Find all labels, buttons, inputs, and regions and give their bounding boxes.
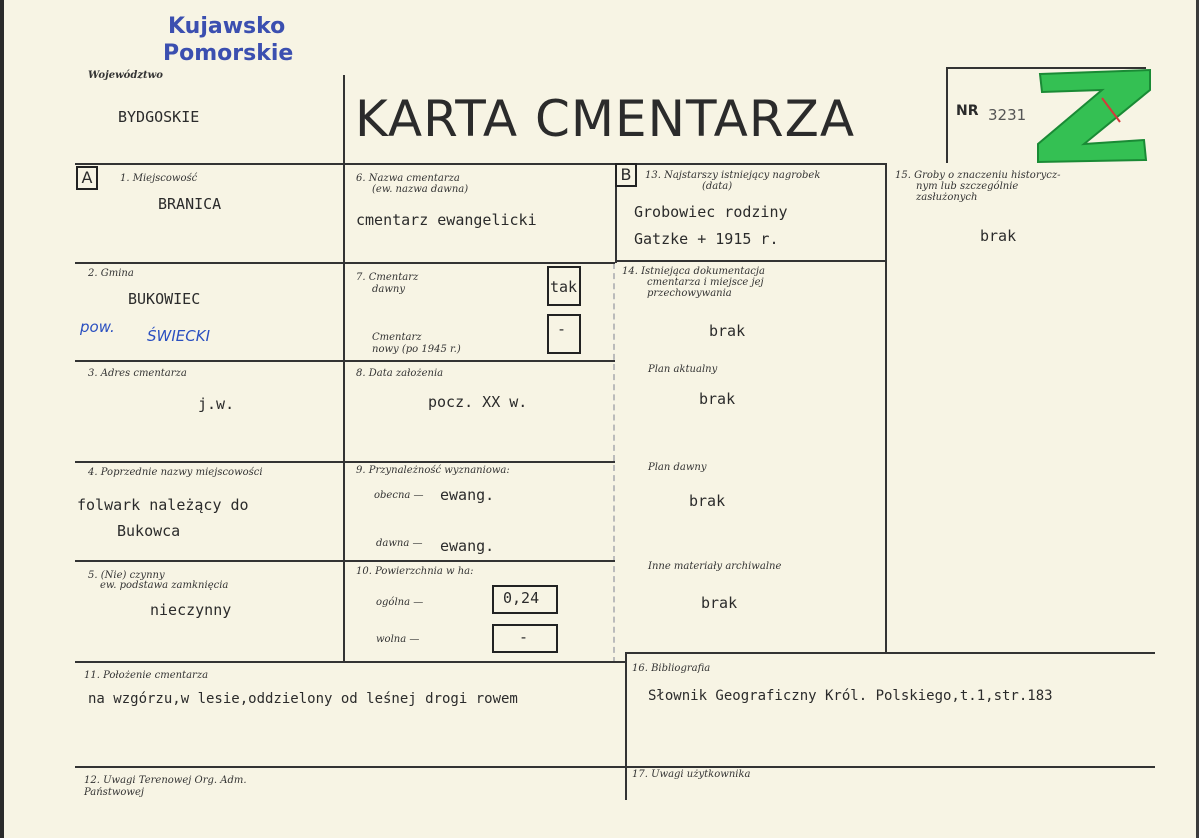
page-title: KARTA CMENTARZA: [355, 90, 856, 148]
nowy-label-line2: nowy (po 1945 r.): [372, 344, 461, 355]
field-4-value-line1: folwark należący do: [77, 496, 249, 514]
field-11-value: na wzgórzu,w lesie,oddzielony od leśnej drogi rowem: [88, 691, 518, 707]
ogolna-label: ogólna —: [376, 597, 424, 608]
field-6-label-line2: (ew. nazwa dawna): [372, 184, 469, 195]
field-2-value: BUKOWIEC: [128, 290, 201, 308]
plan-dawny-label: Plan dawny: [648, 462, 707, 473]
nr-label: NR: [956, 103, 979, 119]
plan-aktualny-value: brak: [699, 390, 736, 408]
ogolna-value: 0,24: [503, 589, 540, 607]
field-3-label: 3. Adres cmentarza: [88, 368, 187, 379]
field-1-label: 1. Miejscowość: [120, 173, 198, 184]
field-2-label: 2. Gmina: [88, 268, 134, 279]
inne-materialy-label: Inne materiały archiwalne: [648, 561, 782, 572]
field-13-value-line2: Gatzke + 1915 r.: [634, 230, 779, 248]
section-a-marker: A: [76, 166, 98, 190]
region-stamp-line2: Pomorskie: [163, 41, 294, 66]
field-13-label-line1: 13. Najstarszy istniejący nagrobek: [645, 170, 821, 181]
field-6-value: cmentarz ewangelicki: [356, 211, 537, 229]
inne-materialy-value: brak: [701, 594, 738, 612]
obecna-label: obecna —: [374, 490, 424, 501]
wojewodztwo-value: BYDGOSKIE: [118, 108, 200, 126]
field-13-label-line2: (data): [702, 181, 733, 192]
field-13-value-line1: Grobowiec rodziny: [634, 203, 788, 221]
field-15-label-line1: 15. Groby o znaczeniu historycz-: [895, 170, 1061, 181]
wolna-value: -: [519, 628, 529, 646]
wojewodztwo-label: Województwo: [88, 70, 163, 81]
field-14-label-line1: 14. Istniejąca dokumentacja: [622, 266, 765, 277]
obecna-value: ewang.: [440, 486, 495, 504]
field-12-label-line2: Państwowej: [84, 787, 144, 798]
field-16-value: Słownik Geograficzny Król. Polskiego,t.1,str.183: [648, 688, 1053, 704]
field-8-value: pocz. XX w.: [428, 393, 528, 411]
field-15-label-line3: zasłużonych: [916, 192, 978, 203]
plan-dawny-value: brak: [689, 492, 726, 510]
field-5-label-line1: 5. (Nie) czynny: [88, 570, 165, 581]
field-1-value: BRANICA: [158, 195, 222, 213]
field-5-label-line2: ew. podstawa zamknięcia: [100, 580, 229, 591]
section-b-marker: B: [615, 163, 637, 187]
nowy-label-line1: Cmentarz: [372, 332, 422, 343]
field-17-label: 17. Uwagi użytkownika: [632, 769, 751, 780]
wolna-label: wolna —: [376, 634, 420, 645]
powiat-label: pow.: [80, 318, 115, 336]
field-10-label: 10. Powierzchnia w ha:: [356, 566, 474, 577]
field-4-label: 4. Poprzednie nazwy miejscowości: [88, 467, 263, 478]
nowy-value: -: [557, 320, 567, 338]
field-9-label: 9. Przynależność wyznaniowa:: [356, 465, 510, 476]
field-14-label-line3: przechowywania: [647, 288, 732, 299]
field-7-label-line2: dawny: [372, 284, 406, 295]
field-15-label-line2: nym lub szczególnie: [916, 181, 1019, 192]
field-5-value: nieczynny: [150, 601, 232, 619]
dawna-value: ewang.: [440, 537, 495, 555]
field-14-label-line2: cmentarza i miejsce jej: [647, 277, 764, 288]
field-4-value-line2: Bukowca: [117, 522, 181, 540]
powiat-value: ŚWIECKI: [147, 327, 210, 345]
field-8-label: 8. Data założenia: [356, 368, 444, 379]
field-7-label-line1: 7. Cmentarz: [356, 272, 419, 283]
field-11-label: 11. Położenie cmentarza: [84, 670, 209, 681]
dawny-value: tak: [550, 278, 578, 296]
field-14-value: brak: [709, 322, 746, 340]
dawna-label: dawna —: [376, 538, 423, 549]
nr-value: 3231: [988, 106, 1027, 124]
field-6-label-line1: 6. Nazwa cmentarza: [356, 173, 460, 184]
field-15-value: brak: [980, 227, 1017, 245]
field-3-value: j.w.: [198, 395, 235, 413]
region-stamp-line1: Kujawsko: [168, 14, 286, 39]
plan-aktualny-label: Plan aktualny: [648, 364, 718, 375]
green-z-mark: [1032, 62, 1162, 172]
field-16-label: 16. Bibliografia: [632, 663, 711, 674]
field-12-label-line1: 12. Uwagi Terenowej Org. Adm.: [84, 775, 247, 786]
